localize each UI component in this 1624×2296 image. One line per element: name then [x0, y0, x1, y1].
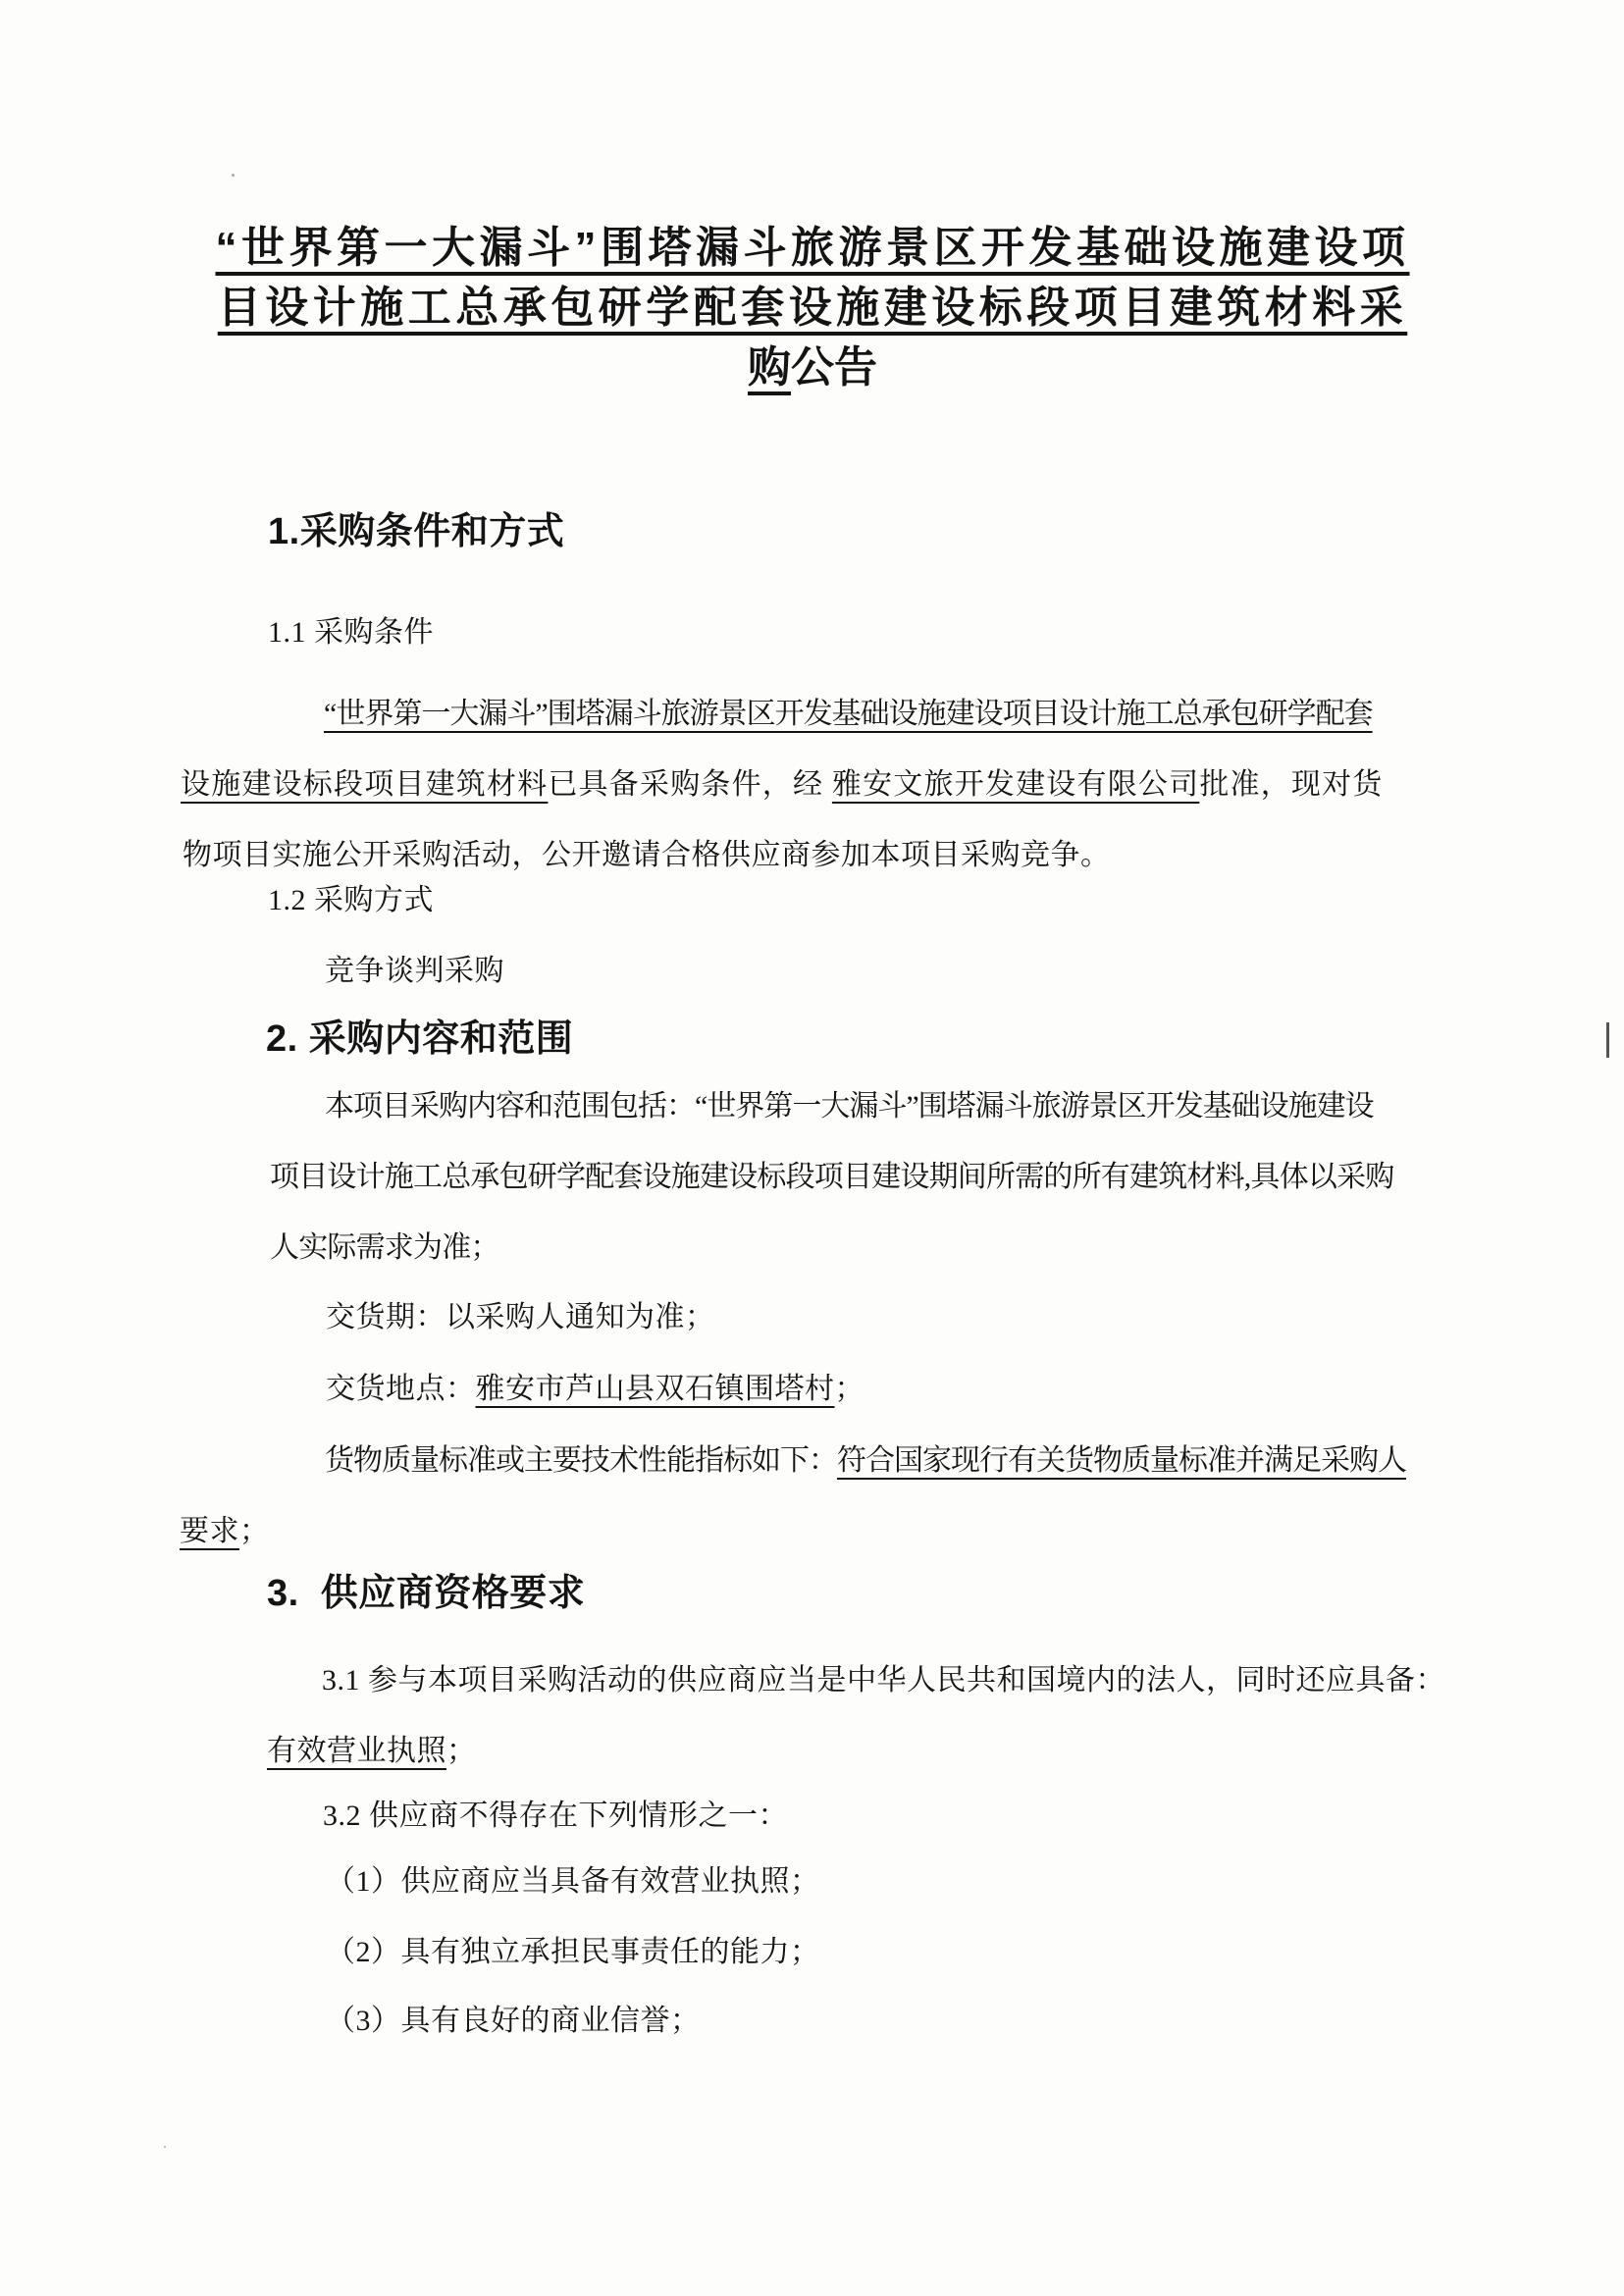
scope-paragraph-line-3: 人实际需求为准； [270, 1231, 499, 1264]
scan-artifact-speck [164, 2146, 166, 2148]
subsection-1-2-heading: 1.2 采购方式 [268, 884, 434, 916]
page-title-underlined-segment: 目设计施工总承包研学配套设施建设标段项目建筑材料采 [217, 284, 1408, 332]
scope-paragraph-line-2: 项目设计施工总承包研学配套设施建设标段项目建设期间所需的所有建筑材料,具体以采购 [270, 1161, 1394, 1193]
quality-standard-line-1 [325, 1444, 1406, 1479]
delivery-place-label: 交货地点： [326, 1373, 476, 1405]
supplier-requirement-item-1: （1）供应商应当具备有效营业执照； [326, 1865, 820, 1898]
scope-paragraph-line-1: 本项目采购内容和范围包括：“世界第一大漏斗”围塔漏斗旅游景区开发基础设施建设 [325, 1090, 1374, 1122]
supplier-requirement-item-3: （3）具有良好的商业信誉； [326, 2005, 701, 2037]
quality-standard-tail: ； [239, 1515, 270, 1547]
section-3-heading: 3. 供应商资格要求 [267, 1573, 586, 1614]
scan-artifact-vertical-dash [1606, 1022, 1609, 1058]
page-title-underlined-segment: 购 [748, 343, 791, 391]
supplier-requirement-3-1-line-1: 3.1 参与本项目采购活动的供应商应当是中华人民共和国境内的法人，同时还应具备： [322, 1664, 1445, 1696]
procurement-method-text: 竞争谈判采购 [325, 955, 504, 987]
delivery-place-underlined: 雅安市芦山县双石镇围塔村 [475, 1373, 835, 1405]
conditions-paragraph-line-3: 物项目实施公开采购活动，公开邀请合格供应商参加本项目采购竞争。 [183, 839, 1111, 871]
delivery-place-tail: ； [834, 1373, 864, 1405]
page-title-line-1 [180, 225, 1445, 272]
delivery-time-line: 交货期：以采购人通知为准； [326, 1301, 715, 1333]
purchaser-name-underlined: 雅安文旅开发建设有限公司 [831, 768, 1200, 801]
conditions-text: 已具备采购条件，经 [548, 768, 832, 801]
supplier-requirement-item-2: （2）具有独立承担民事责任的能力； [326, 1936, 820, 1968]
supplier-requirement-3-1-line-2 [267, 1735, 477, 1769]
quality-standard-label: 货物质量标准或主要技术性能指标如下： [325, 1444, 837, 1477]
page-title-plain-segment: 公告 [791, 343, 877, 391]
scan-artifact-speck [232, 174, 235, 177]
subsection-1-1-heading: 1.1 采购条件 [268, 616, 434, 649]
conditions-text: 批准，现对货 [1199, 768, 1384, 801]
section-2-heading: 2. 采购内容和范围 [266, 1018, 574, 1060]
quality-standard-line-2 [180, 1515, 270, 1549]
page-title-line-2 [180, 285, 1445, 332]
supplier-requirement-3-2-line: 3.2 供应商不得存在下列情形之一： [323, 1800, 788, 1832]
page-title-underlined-segment: “世界第一大漏斗”围塔漏斗旅游景区开发基础设施建设项 [215, 224, 1410, 272]
conditions-paragraph-line-1 [324, 698, 1373, 732]
business-license-tail: ； [446, 1735, 477, 1767]
project-name-underlined: 设施建设标段项目建筑材料 [181, 768, 549, 801]
project-name-underlined: “世界第一大漏斗”围塔漏斗旅游景区开发基础设施建设项目设计施工总承包研学配套 [324, 698, 1373, 730]
quality-standard-underlined: 要求 [180, 1515, 239, 1547]
quality-standard-underlined: 符合国家现行有关货物质量标准并满足采购人 [837, 1444, 1406, 1477]
business-license-underlined: 有效营业执照 [267, 1735, 446, 1767]
page-title-line-3 [180, 344, 1445, 391]
conditions-paragraph-line-2 [181, 768, 1384, 803]
section-1-heading: 1.采购条件和方式 [268, 511, 565, 552]
delivery-place-line [326, 1373, 864, 1407]
